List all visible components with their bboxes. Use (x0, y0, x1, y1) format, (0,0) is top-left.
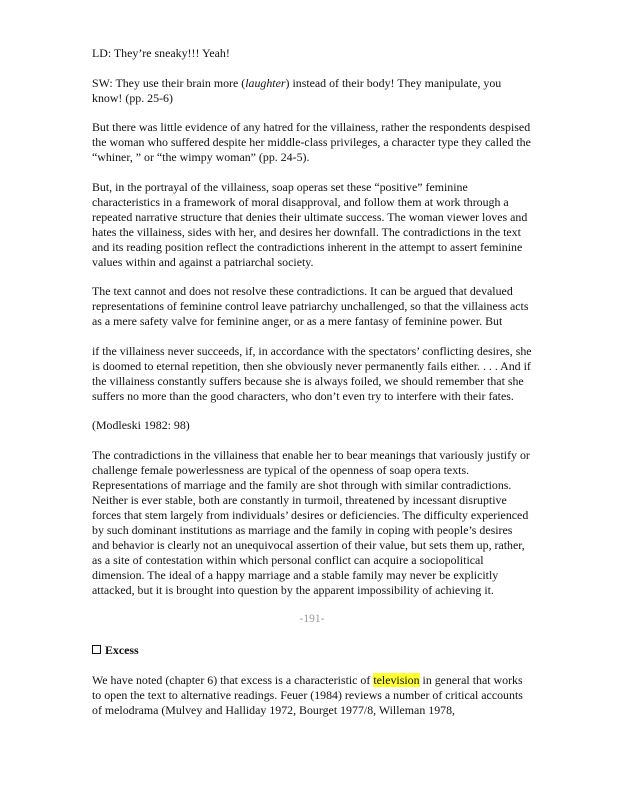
laughter-italic: laughter (245, 75, 286, 90)
paragraph-villainess-evidence: But there was little evidence of any hatred for the villainess, rather the respondents despised the woman who suffered despite her middle-class privileges, a character type they called the “whiner, ” or “the wimpy woman” (pp. 24-5). (92, 120, 531, 164)
excess-text-end: in general that works to open the text to alternative readings. Feuer (1984) reviews a number of critical accounts of melodrama (Mulvey and Halliday 1972, Bourget 1977/8, Willeman 1978, (92, 672, 523, 717)
quote-citation: (Modleski 1982: 98) (92, 418, 190, 432)
dialogue-line-sw (92, 76, 532, 106)
paragraph-openness: The contradictions in the villainess that enable her to bear meanings that variously justify or challenge female powerlessness are typical of the openness of soap opera texts. Representations of marriage and the family are shot through with similar contradictions. Neither is ever stable, both are constantly in turmoil, threatened by incessant disruptive forces that stem largely from individuals’ desires or deficiencies. The difficulty experienced by such dominant institutions as marriage and the family in coping with people’s desires and behavior is clearly not an unequivocal assertion of their value, but sets them up, rather, as a site of contestation within which personal conflict can acquire a sociopolitical dimension. The ideal of a happy marriage and a stable family may never be explicitly attacked, but it is brought into question by the apparent impossibility of achieving it. (92, 447, 530, 597)
checkbox-icon (92, 645, 101, 654)
paragraph-portrayal: But, in the portrayal of the villainess, soap operas set these “positive” feminine characteristics in a framework of moral disapproval, and follow them at work through a repeated narrative structure that denies their ultimate success. The woman viewer loves and hates the villainess, sides with her, and desires her downfall. The contradictions in the text and its reading position reflect the contradictions inherent in the attempt to assert feminine values within and against a patriarchal society. (92, 179, 528, 269)
block-quote: if the villainess never succeeds, if, in accordance with the spectators’ conflicting desires, she is doomed to eternal repetition, then she obviously never permanently fails either. . . . And if the villainess constantly suffers because she is always foiled, we should remember that she suffers no more than the good characters, who don’t even try to interfere with their fates. (92, 343, 532, 403)
paragraph-excess (92, 673, 532, 718)
paragraph-contradictions: The text cannot and does not resolve these contradictions. It can be argued that devalued representations of feminine control leave patriarchy unchallenged, so that the villainess acts as a mere safety valve for feminine anger, or as a mere fantasy of feminine power. But (92, 284, 529, 328)
highlighted-term: television (373, 672, 420, 687)
dialogue-sw-text-end: ) instead of their body! They manipulate, you know! (pp. 25-6) (92, 75, 502, 105)
excess-text-start: We have noted (chapter 6) that excess is a characteristic of (92, 672, 374, 687)
dialogue-sw-text-start: SW: They use their brain more ( (92, 75, 246, 90)
section-title: Excess (105, 643, 139, 657)
section-heading-excess (92, 643, 532, 658)
page-number: -191- (299, 613, 325, 625)
dialogue-line-ld: LD: They’re sneaky!!! Yeah! (92, 46, 230, 60)
document-body (92, 46, 532, 732)
